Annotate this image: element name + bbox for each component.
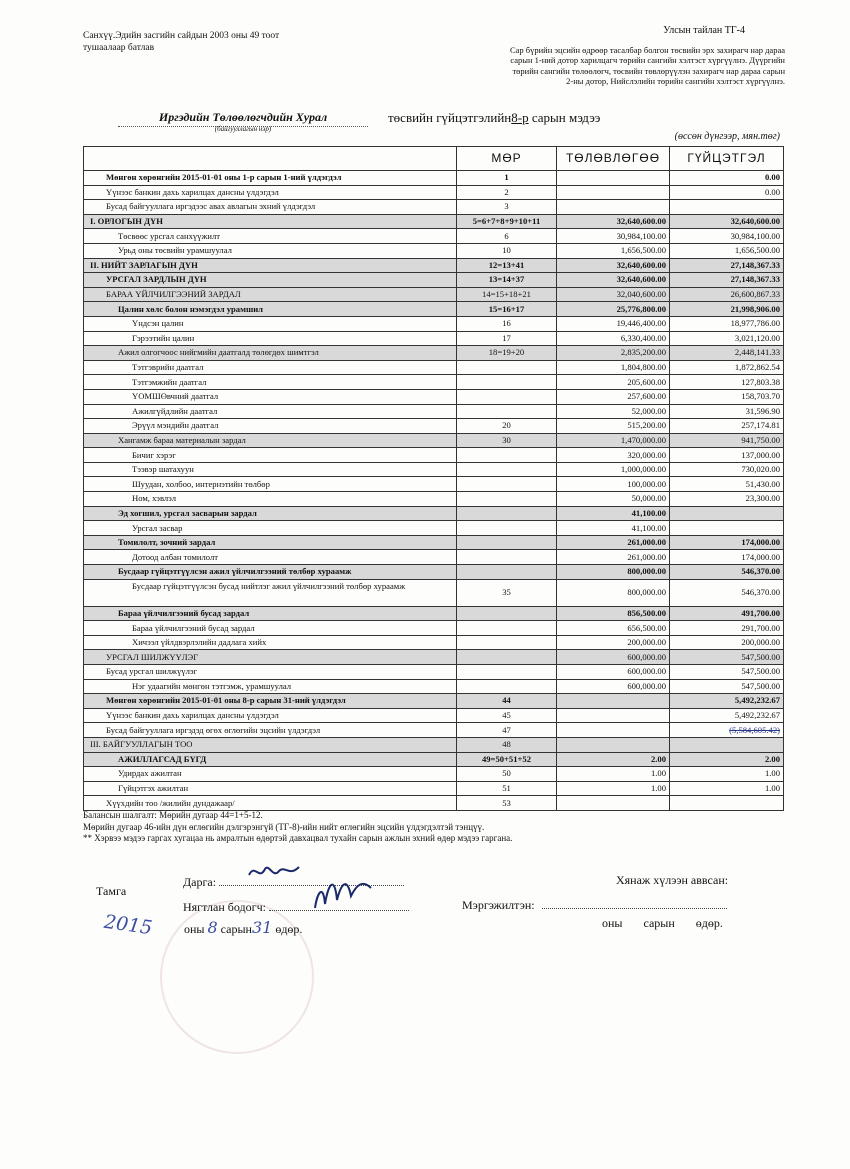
director-label: Дарга: xyxy=(183,875,217,889)
row-label: Эрүүл мэндийн даатгал xyxy=(84,419,457,434)
accountant-signature xyxy=(183,896,409,915)
table-row xyxy=(84,477,784,492)
table-row xyxy=(84,635,784,650)
table-row xyxy=(84,506,784,521)
table-row xyxy=(84,492,784,507)
row-code: 20 xyxy=(457,419,557,434)
row-actual: 0.00 xyxy=(670,171,784,186)
row-actual xyxy=(670,200,784,215)
row-actual: 31,596.90 xyxy=(670,404,784,419)
row-code: 5=6+7+8+9+10+11 xyxy=(457,214,557,229)
row-code: 6 xyxy=(457,229,557,244)
year-suffix: оны xyxy=(184,922,205,936)
director-signature-mark xyxy=(245,861,305,883)
footnote: Балансын шалгалт: Мөрийн дугаар 44=1+5-12. xyxy=(83,810,263,820)
instruction-line: төрийн сангийн төлөөлөгч, төсвийн төвлөрүүлэн захирагч нар дараа сарын xyxy=(512,65,785,76)
row-plan: 1,656,500.00 xyxy=(557,243,670,258)
row-actual: 27,148,367.33 xyxy=(670,273,784,288)
stamp-label: Тамга xyxy=(96,884,127,898)
row-label: УРСГАЛ ШИЛЖҮҮЛЭГ xyxy=(84,650,457,665)
row-plan: 1,804,800.00 xyxy=(557,360,670,375)
table-row xyxy=(84,462,784,477)
row-label: Төсвөөс урсгал санхүүжилт xyxy=(84,229,457,244)
table-row xyxy=(84,723,784,738)
row-code: 15=16+17 xyxy=(457,302,557,317)
row-plan: 261,000.00 xyxy=(557,550,670,565)
row-plan: 32,640,600.00 xyxy=(557,258,670,273)
row-plan: 32,040,600.00 xyxy=(557,287,670,302)
row-actual: 547,500.00 xyxy=(670,679,784,694)
row-code: 45 xyxy=(457,708,557,723)
footnotes xyxy=(83,810,512,845)
table-row xyxy=(84,404,784,419)
row-plan: 800,000.00 xyxy=(557,579,670,606)
month-suffix: сарын xyxy=(220,922,252,936)
row-label: Бусад урсгал шилжүүлэг xyxy=(84,665,457,680)
row-plan xyxy=(557,708,670,723)
table-row xyxy=(84,665,784,680)
table-row xyxy=(84,243,784,258)
row-label: Хичээл үйлдвэрлэлийн дадлага хийх xyxy=(84,635,457,650)
row-actual: 127,803.38 xyxy=(670,375,784,390)
row-actual: 23,300.00 xyxy=(670,492,784,507)
row-plan: 1,000,000.00 xyxy=(557,462,670,477)
row-code: 1 xyxy=(457,171,557,186)
row-actual: 30,984,100.00 xyxy=(670,229,784,244)
row-plan: 1.00 xyxy=(557,781,670,796)
row-actual: 291,700.00 xyxy=(670,621,784,636)
row-label: Мөнгөн хөрөнгийн 2015-01-01 оны 1-р сарын 1-ний үлдэгдэл xyxy=(84,171,457,186)
row-actual: (5,584,605.42) xyxy=(670,723,784,738)
handwritten-month: 8 xyxy=(207,918,218,937)
row-code xyxy=(457,462,557,477)
row-label: Дотоод албан томилолт xyxy=(84,550,457,565)
row-plan: 32,640,600.00 xyxy=(557,214,670,229)
row-actual: 0.00 xyxy=(670,185,784,200)
row-actual: 547,500.00 xyxy=(670,650,784,665)
row-label: БАРАА ҮЙЛЧИЛГЭЭНИЙ ЗАРДАЛ xyxy=(84,287,457,302)
row-label: Мөнгөн хөрөнгийн 2015-01-01 оны 8-р сарын 31-ний үлдэгдэл xyxy=(84,694,457,709)
row-plan: 2,835,200.00 xyxy=(557,346,670,361)
row-label: II. НИЙТ ЗАРЛАГЫН ДҮН xyxy=(84,258,457,273)
row-code xyxy=(457,492,557,507)
table-header-row xyxy=(84,147,784,171)
row-actual: 51,430.00 xyxy=(670,477,784,492)
row-code: 49=50+51+52 xyxy=(457,752,557,767)
row-label: Ажилгүйдлийн даатгал xyxy=(84,404,457,419)
row-actual: 257,174.81 xyxy=(670,419,784,434)
row-actual: 941,750.00 xyxy=(670,433,784,448)
row-label: Эд хогшил, урсгал засварын зардал xyxy=(84,506,457,521)
row-label: Бичиг хэрэг xyxy=(84,448,457,463)
row-actual: 200,000.00 xyxy=(670,635,784,650)
table-row xyxy=(84,433,784,448)
row-code xyxy=(457,665,557,680)
row-plan xyxy=(557,694,670,709)
row-code xyxy=(457,679,557,694)
row-actual: 1.00 xyxy=(670,781,784,796)
row-label: Бараа үйлчилгээний бусад зардал xyxy=(84,621,457,636)
row-label: I. ОРЛОГЫН ДҮН xyxy=(84,214,457,229)
row-code xyxy=(457,477,557,492)
row-plan: 656,500.00 xyxy=(557,621,670,636)
row-label: Хангамж бараа материалын зардал xyxy=(84,433,457,448)
row-plan: 41,100.00 xyxy=(557,506,670,521)
footnote: Мөрийн дугаар 46-ийн дүн өглөгийн дэлгэрэнгүй (ТГ-8)-ийн нийт өглөгийн эцсийн үлдэгдэлтэй тэнцүү. xyxy=(83,821,485,832)
row-code: 14=15+18+21 xyxy=(457,287,557,302)
approval-line-2: тушаалаар батлав xyxy=(83,43,155,53)
row-actual: 32,640,600.00 xyxy=(670,214,784,229)
report-title-pre: төсвийн гүйцэтгэлийн xyxy=(388,110,512,125)
row-plan: 257,600.00 xyxy=(557,389,670,404)
table-row xyxy=(84,229,784,244)
row-label: Бусдаар гүйцэтгүүлсэн бусад нийтлэг ажил үйлчилгээний төлбөр хураамж xyxy=(84,579,457,606)
accountant-signature-line xyxy=(269,896,409,911)
table-row xyxy=(84,535,784,550)
table-row xyxy=(84,171,784,186)
table-body xyxy=(84,171,784,811)
row-actual: 546,370.00 xyxy=(670,579,784,606)
units-note: (өссөн дүнгээр, мян.төг) xyxy=(674,131,780,142)
row-actual: 1,872,862.54 xyxy=(670,360,784,375)
row-actual: 21,998,906.00 xyxy=(670,302,784,317)
row-code: 51 xyxy=(457,781,557,796)
row-label: Гэрээтийн цалин xyxy=(84,331,457,346)
row-plan xyxy=(557,200,670,215)
footnote: ** Хэрвээ мэдээ гаргах хугацаа нь амралтын өдөртэй давхацвал тухайн сарын ажлын эхний өдөр мэдээ гаргана. xyxy=(83,833,513,843)
row-code xyxy=(457,375,557,390)
row-actual xyxy=(670,521,784,536)
row-code: 50 xyxy=(457,767,557,782)
table-row xyxy=(84,331,784,346)
row-code xyxy=(457,506,557,521)
row-actual: 1.00 xyxy=(670,767,784,782)
row-code: 35 xyxy=(457,579,557,606)
table-row xyxy=(84,346,784,361)
row-plan xyxy=(557,185,670,200)
specialist-label: Мэргэжилтэн: xyxy=(462,898,535,912)
budget-execution-table xyxy=(83,146,784,811)
signing-date xyxy=(184,918,302,937)
row-code: 16 xyxy=(457,316,557,331)
report-title xyxy=(388,110,600,126)
row-code xyxy=(457,650,557,665)
instruction-line: Сар бүрийн эцсийн өдрөөр тасалбар болгон төсвийн эрх захирагч нар дараа xyxy=(509,44,785,55)
row-code xyxy=(457,621,557,636)
row-plan: 1,470,000.00 xyxy=(557,433,670,448)
row-plan: 600,000.00 xyxy=(557,650,670,665)
report-instructions xyxy=(475,26,785,87)
row-actual: 2.00 xyxy=(670,752,784,767)
table-row xyxy=(84,258,784,273)
row-actual: 158,703.70 xyxy=(670,389,784,404)
organization-name: Иргэдийн Төлөөлөгчдийн Хурал xyxy=(118,110,368,127)
row-label: Урсгал засвар xyxy=(84,521,457,536)
row-plan: 6,330,400.00 xyxy=(557,331,670,346)
row-plan xyxy=(557,796,670,811)
table-row xyxy=(84,360,784,375)
row-label: Ном, хэвлэл xyxy=(84,492,457,507)
row-plan: 41,100.00 xyxy=(557,521,670,536)
row-label: Бусад байгууллага иргэдэд өгөх өглөгийн эцсийн үлдэгдэл xyxy=(84,723,457,738)
row-label: Томилолт, зочний зардал xyxy=(84,535,457,550)
header-plan: ТӨЛӨВЛӨГӨӨ xyxy=(557,147,670,171)
row-plan: 261,000.00 xyxy=(557,535,670,550)
row-label: Цалин хөлс болон нэмэгдэл урамшил xyxy=(84,302,457,317)
row-actual: 137,000.00 xyxy=(670,448,784,463)
row-code xyxy=(457,635,557,650)
table-row xyxy=(84,781,784,796)
approval-line-1: Санхүү.Эдийн засгийн сайдын 2003 оны 49 тоот xyxy=(83,31,280,41)
row-plan: 100,000.00 xyxy=(557,477,670,492)
row-plan: 1.00 xyxy=(557,767,670,782)
row-label: АЖИЛЛАГСАД БҮГД xyxy=(84,752,457,767)
reviewed-label: Хянаж хүлээн аввсан: xyxy=(616,873,729,887)
row-plan: 200,000.00 xyxy=(557,635,670,650)
row-plan: 2.00 xyxy=(557,752,670,767)
row-label: Тэтгэмжийн даатгал xyxy=(84,375,457,390)
row-code xyxy=(457,360,557,375)
row-code xyxy=(457,448,557,463)
row-plan: 30,984,100.00 xyxy=(557,229,670,244)
table-row xyxy=(84,565,784,580)
instruction-line: 2-ны дотор, Нийслэлийн төрийн сангийн хэлтэст хүргүүлнэ. xyxy=(566,76,785,86)
table-row xyxy=(84,579,784,606)
row-label: Урьд оны төсвийн урамшуулал xyxy=(84,243,457,258)
row-plan: 600,000.00 xyxy=(557,665,670,680)
row-label: Үүнээс банкин дахь харилцах дансны үлдэгдэл xyxy=(84,708,457,723)
row-label: Үндсэн цалин xyxy=(84,316,457,331)
row-actual: 5,492,232.67 xyxy=(670,694,784,709)
row-label: Нэг удаагийн мөнгөн тэтгэмж, урамшуулал xyxy=(84,679,457,694)
row-actual: 27,148,367.33 xyxy=(670,258,784,273)
row-code: 13=14+37 xyxy=(457,273,557,288)
row-code: 18=19+20 xyxy=(457,346,557,361)
header-row-code: МӨР xyxy=(457,147,557,171)
row-label: Гүйцэтгэх ажилтан xyxy=(84,781,457,796)
table-row xyxy=(84,200,784,215)
handwritten-year: 2015 xyxy=(102,910,154,940)
accountant-signature-mark xyxy=(309,874,379,914)
row-actual xyxy=(670,796,784,811)
row-actual xyxy=(670,737,784,752)
row-label: УРСГАЛ ЗАРДЛЫН ДҮН xyxy=(84,273,457,288)
row-code: 47 xyxy=(457,723,557,738)
row-code xyxy=(457,521,557,536)
row-plan xyxy=(557,171,670,186)
row-label: Үүнээс банкин дахь харилцах дансны үлдэгдэл xyxy=(84,185,457,200)
header-actual: ГҮЙЦЭТГЭЛ xyxy=(670,147,784,171)
row-code: 10 xyxy=(457,243,557,258)
row-plan: 32,640,600.00 xyxy=(557,273,670,288)
row-label: III. БАЙГУУЛЛАГЫН ТОО xyxy=(84,737,457,752)
table-row xyxy=(84,448,784,463)
row-label: Бусад байгууллага иргэдээс авах авлагын эхний үлдэгдэл xyxy=(84,200,457,215)
row-code: 12=13+41 xyxy=(457,258,557,273)
table-row xyxy=(84,767,784,782)
specialist-signature-line xyxy=(542,896,727,909)
row-code: 30 xyxy=(457,433,557,448)
table-row xyxy=(84,737,784,752)
row-label: Тээвэр шатахуун xyxy=(84,462,457,477)
row-code: 17 xyxy=(457,331,557,346)
row-code xyxy=(457,606,557,621)
row-label: Хүүхдийн тоо /жилийн дундажаар/ xyxy=(84,796,457,811)
organization-caption: (байгууллагын нэр) xyxy=(214,125,272,133)
table-row xyxy=(84,550,784,565)
blank-date: оны сарын өдөр. xyxy=(602,916,723,930)
row-plan: 320,000.00 xyxy=(557,448,670,463)
row-code: 48 xyxy=(457,737,557,752)
table-row xyxy=(84,185,784,200)
row-actual: 546,370.00 xyxy=(670,565,784,580)
row-plan: 856,500.00 xyxy=(557,606,670,621)
row-plan xyxy=(557,737,670,752)
row-label: Удирдах ажилтан xyxy=(84,767,457,782)
accountant-label: Нягтлан бодогч: xyxy=(183,900,266,914)
row-label: ҮОМШӨвчний даатгал xyxy=(84,389,457,404)
row-actual xyxy=(670,506,784,521)
table-row xyxy=(84,316,784,331)
table-row xyxy=(84,302,784,317)
row-code: 2 xyxy=(457,185,557,200)
table-row xyxy=(84,389,784,404)
row-actual: 174,000.00 xyxy=(670,535,784,550)
row-actual: 3,021,120.00 xyxy=(670,331,784,346)
table-row xyxy=(84,679,784,694)
table-row xyxy=(84,621,784,636)
table-row xyxy=(84,273,784,288)
row-code xyxy=(457,550,557,565)
row-plan: 19,446,400.00 xyxy=(557,316,670,331)
row-code xyxy=(457,404,557,419)
row-actual: 18,977,786.00 xyxy=(670,316,784,331)
row-plan: 52,000.00 xyxy=(557,404,670,419)
table-row xyxy=(84,375,784,390)
row-code xyxy=(457,565,557,580)
instruction-line: сарын 1-ний дотор харилцагч төрийн сангийн хэлтэст хүргүүлнэ. Дүүргийн xyxy=(510,55,785,65)
row-label: Ажил олгогчоос нийгмийн даатгалд төлөгдөх шимтгэл xyxy=(84,346,457,361)
row-plan: 515,200.00 xyxy=(557,419,670,434)
row-code xyxy=(457,535,557,550)
row-actual: 2,448,141.33 xyxy=(670,346,784,361)
row-plan: 205,600.00 xyxy=(557,375,670,390)
row-plan: 25,776,800.00 xyxy=(557,302,670,317)
table-row xyxy=(84,796,784,811)
report-title-post: сарын мэдээ xyxy=(531,110,601,125)
row-label: Бараа үйлчилгээний бусад зардал xyxy=(84,606,457,621)
row-code: 3 xyxy=(457,200,557,215)
table-row xyxy=(84,752,784,767)
row-label: Тэтгэврийн даатгал xyxy=(84,360,457,375)
row-code: 53 xyxy=(457,796,557,811)
handwritten-day: 31 xyxy=(251,918,273,937)
row-plan: 50,000.00 xyxy=(557,492,670,507)
row-actual: 730,020.00 xyxy=(670,462,784,477)
approval-note xyxy=(83,30,279,54)
row-plan xyxy=(557,723,670,738)
row-actual: 1,656,500.00 xyxy=(670,243,784,258)
row-actual: 174,000.00 xyxy=(670,550,784,565)
row-code xyxy=(457,389,557,404)
table-row xyxy=(84,419,784,434)
row-actual: 5,492,232.67 xyxy=(670,708,784,723)
day-suffix: өдөр. xyxy=(275,922,303,936)
row-actual: 491,700.00 xyxy=(670,606,784,621)
report-month: 8-р xyxy=(511,110,529,125)
row-actual: 26,600,867.33 xyxy=(670,287,784,302)
row-actual: 547,500.00 xyxy=(670,665,784,680)
table-row xyxy=(84,606,784,621)
form-title: Улсын тайлан ТГ-4 xyxy=(663,25,745,36)
header-item xyxy=(84,147,457,171)
table-row xyxy=(84,650,784,665)
row-plan: 800,000.00 xyxy=(557,565,670,580)
table-row xyxy=(84,521,784,536)
table-row xyxy=(84,708,784,723)
specialist-signature xyxy=(462,896,727,913)
table-row xyxy=(84,694,784,709)
row-plan: 600,000.00 xyxy=(557,679,670,694)
row-label: Бусдаар гүйцэтгүүлсэн ажил үйлчилгээний төлбөр хураамж xyxy=(84,565,457,580)
row-code: 44 xyxy=(457,694,557,709)
table-row xyxy=(84,214,784,229)
row-label: Шуудан, холбоо, интернэтийн төлбөр xyxy=(84,477,457,492)
table-row xyxy=(84,287,784,302)
